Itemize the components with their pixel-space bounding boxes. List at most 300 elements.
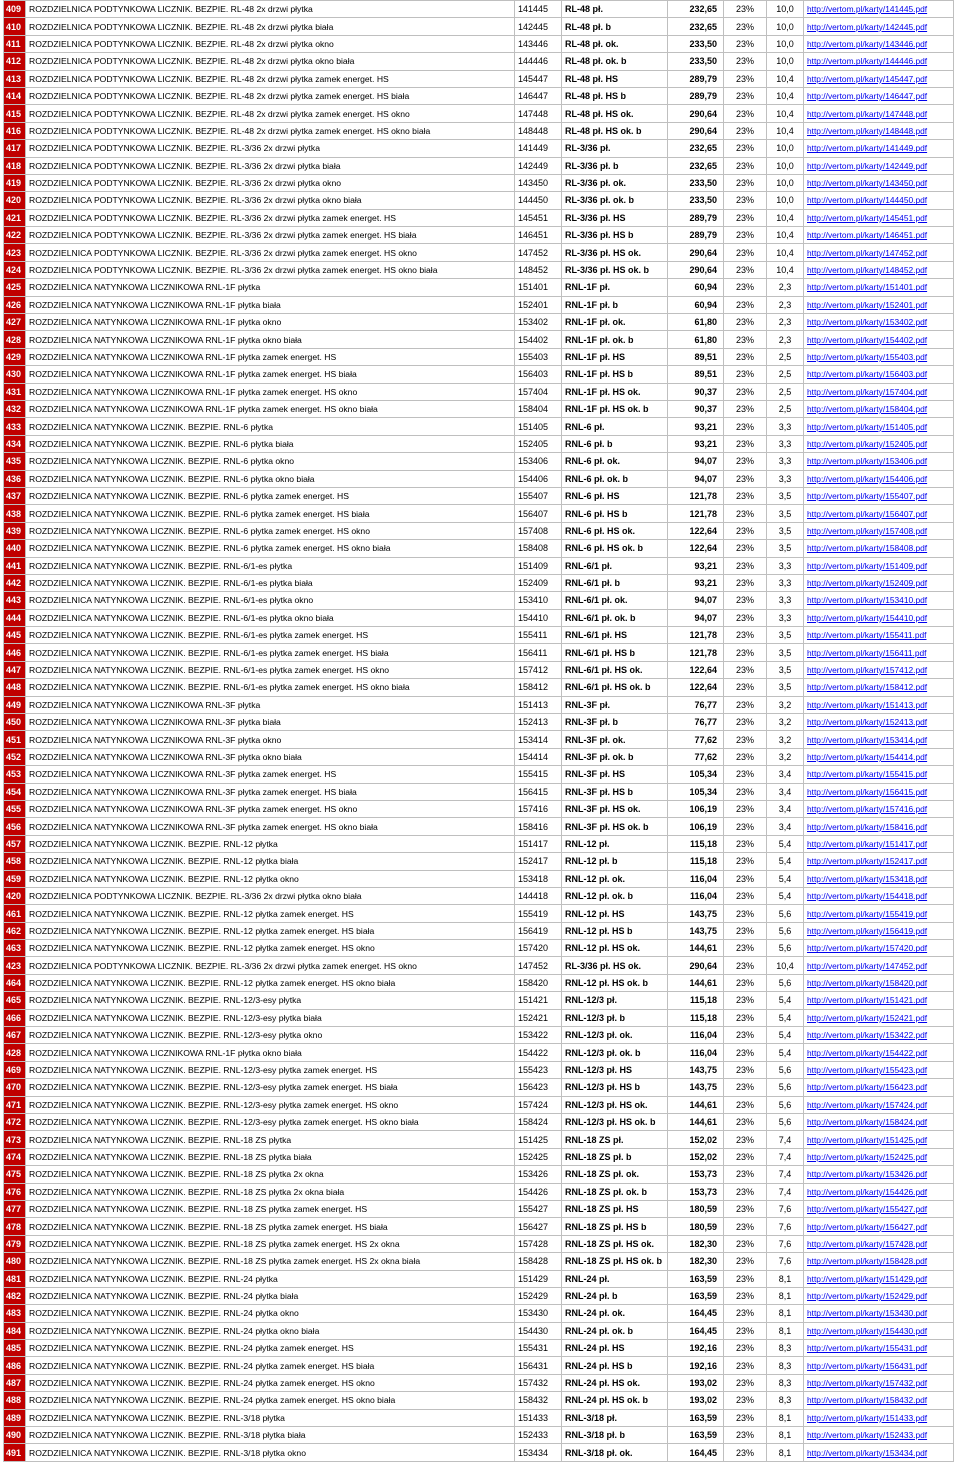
row-number: 412 xyxy=(4,53,26,70)
product-name: ROZDZIELNICA NATYNKOWA LICZNIK. BEZPIE. RNL-18 ZS płytka zamek energet. HS biała xyxy=(26,1218,515,1235)
product-name: ROZDZIELNICA NATYNKOWA LICZNIKOWA RNL-3F płytka okno xyxy=(26,731,515,748)
product-symbol: RNL-12/3 pł. ok. b xyxy=(562,1044,668,1061)
table-row xyxy=(4,1409,954,1426)
row-number: 462 xyxy=(4,922,26,939)
row-number: 441 xyxy=(4,557,26,574)
vat-rate: 23% xyxy=(724,1114,767,1131)
product-symbol: RL-3/36 pł. HS ok. b xyxy=(562,261,668,278)
table-row xyxy=(4,348,954,365)
table-row xyxy=(4,1183,954,1200)
datasheet-link[interactable]: http://vertom.pl/karty/157412.pdf xyxy=(804,661,954,678)
datasheet-link[interactable]: http://vertom.pl/karty/157424.pdf xyxy=(804,1096,954,1113)
weight: 3,2 xyxy=(767,731,804,748)
datasheet-link[interactable]: http://vertom.pl/karty/156407.pdf xyxy=(804,505,954,522)
table-row xyxy=(4,157,954,174)
product-symbol: RNL-1F pł. HS ok. b xyxy=(562,400,668,417)
product-code: 151413 xyxy=(515,696,562,713)
product-name: ROZDZIELNICA NATYNKOWA LICZNIK. BEZPIE. RNL-18 ZS płytka zamek energet. HS 2x okna xyxy=(26,1235,515,1252)
datasheet-link[interactable]: http://vertom.pl/karty/158408.pdf xyxy=(804,540,954,557)
product-name: ROZDZIELNICA NATYNKOWA LICZNIK. BEZPIE. RNL-24 płytka biała xyxy=(26,1287,515,1304)
table-row xyxy=(4,174,954,191)
vat-rate: 23% xyxy=(724,244,767,261)
table-row xyxy=(4,661,954,678)
vat-rate: 23% xyxy=(724,661,767,678)
weight: 8,3 xyxy=(767,1357,804,1374)
product-name: ROZDZIELNICA PODTYNKOWA LICZNIK. BEZPIE. RL-3/36 2x drzwi płytka zamek energet. HS okno xyxy=(26,957,515,974)
datasheet-link[interactable]: http://vertom.pl/karty/146447.pdf xyxy=(804,87,954,104)
product-name: ROZDZIELNICA PODTYNKOWA LICZNIK. BEZPIE. RL-3/36 2x drzwi płytka biała xyxy=(26,157,515,174)
net-price: 192,16 xyxy=(668,1340,724,1357)
net-price: 116,04 xyxy=(668,1044,724,1061)
weight: 3,2 xyxy=(767,714,804,731)
product-name: ROZDZIELNICA PODTYNKOWA LICZNIK. BEZPIE. RL-3/36 2x drzwi płytka zamek energet. HS xyxy=(26,209,515,226)
product-symbol: RNL-3F pł. HS xyxy=(562,766,668,783)
product-symbol: RNL-6/1 pł. HS ok. b xyxy=(562,679,668,696)
table-row xyxy=(4,1027,954,1044)
net-price: 192,16 xyxy=(668,1357,724,1374)
datasheet-link[interactable]: http://vertom.pl/karty/151401.pdf xyxy=(804,279,954,296)
row-number: 429 xyxy=(4,348,26,365)
vat-rate: 23% xyxy=(724,714,767,731)
net-price: 77,62 xyxy=(668,748,724,765)
datasheet-link[interactable]: http://vertom.pl/karty/154426.pdf xyxy=(804,1183,954,1200)
row-number: 469 xyxy=(4,1061,26,1078)
datasheet-link[interactable]: http://vertom.pl/karty/154406.pdf xyxy=(804,470,954,487)
datasheet-link[interactable]: http://vertom.pl/karty/153414.pdf xyxy=(804,731,954,748)
row-number: 456 xyxy=(4,818,26,835)
product-symbol: RNL-24 pł. HS ok. b xyxy=(562,1392,668,1409)
weight: 3,5 xyxy=(767,627,804,644)
datasheet-link[interactable]: http://vertom.pl/karty/156411.pdf xyxy=(804,644,954,661)
net-price: 143,75 xyxy=(668,922,724,939)
row-number: 477 xyxy=(4,1200,26,1217)
row-number: 459 xyxy=(4,870,26,887)
datasheet-link[interactable]: http://vertom.pl/karty/158404.pdf xyxy=(804,400,954,417)
net-price: 94,07 xyxy=(668,592,724,609)
weight: 10,4 xyxy=(767,227,804,244)
net-price: 233,50 xyxy=(668,35,724,52)
datasheet-link[interactable]: http://vertom.pl/karty/155411.pdf xyxy=(804,627,954,644)
datasheet-link[interactable]: http://vertom.pl/karty/152413.pdf xyxy=(804,714,954,731)
datasheet-link[interactable]: http://vertom.pl/karty/158420.pdf xyxy=(804,974,954,991)
datasheet-link[interactable]: http://vertom.pl/karty/144450.pdf xyxy=(804,192,954,209)
datasheet-link[interactable]: http://vertom.pl/karty/155415.pdf xyxy=(804,766,954,783)
row-number: 483 xyxy=(4,1305,26,1322)
net-price: 121,78 xyxy=(668,627,724,644)
net-price: 115,18 xyxy=(668,835,724,852)
net-price: 180,59 xyxy=(668,1218,724,1235)
product-name: ROZDZIELNICA NATYNKOWA LICZNIK. BEZPIE. RNL-12/3-esy płytka biała xyxy=(26,1009,515,1026)
net-price: 163,59 xyxy=(668,1270,724,1287)
product-symbol: RNL-18 ZS pł. HS b xyxy=(562,1218,668,1235)
weight: 8,1 xyxy=(767,1287,804,1304)
datasheet-link[interactable]: http://vertom.pl/karty/155407.pdf xyxy=(804,487,954,504)
table-row xyxy=(4,1131,954,1148)
table-row xyxy=(4,1322,954,1339)
product-name: ROZDZIELNICA NATYNKOWA LICZNIK. BEZPIE. RNL-24 płytka zamek energet. HS okno xyxy=(26,1374,515,1391)
vat-rate: 23% xyxy=(724,1148,767,1165)
datasheet-link[interactable]: http://vertom.pl/karty/151417.pdf xyxy=(804,835,954,852)
datasheet-link[interactable]: http://vertom.pl/karty/148448.pdf xyxy=(804,122,954,139)
product-name: ROZDZIELNICA NATYNKOWA LICZNIK. BEZPIE. RNL-18 ZS płytka zamek energet. HS 2x okna biała xyxy=(26,1253,515,1270)
product-code: 155419 xyxy=(515,905,562,922)
vat-rate: 23% xyxy=(724,1305,767,1322)
datasheet-link[interactable]: http://vertom.pl/karty/144446.pdf xyxy=(804,53,954,70)
table-row xyxy=(4,731,954,748)
datasheet-link[interactable]: http://vertom.pl/karty/141445.pdf xyxy=(804,1,954,18)
datasheet-link[interactable]: http://vertom.pl/karty/157404.pdf xyxy=(804,383,954,400)
datasheet-link[interactable]: http://vertom.pl/karty/156415.pdf xyxy=(804,783,954,800)
datasheet-link[interactable]: http://vertom.pl/karty/154418.pdf xyxy=(804,887,954,904)
product-name: ROZDZIELNICA NATYNKOWA LICZNIK. BEZPIE. RNL-6 płytka zamek energet. HS xyxy=(26,487,515,504)
net-price: 290,64 xyxy=(668,105,724,122)
vat-rate: 23% xyxy=(724,887,767,904)
datasheet-link[interactable]: http://vertom.pl/karty/152401.pdf xyxy=(804,296,954,313)
datasheet-link[interactable]: http://vertom.pl/karty/156403.pdf xyxy=(804,366,954,383)
product-name: ROZDZIELNICA NATYNKOWA LICZNIKOWA RNL-3F płytka okno biała xyxy=(26,748,515,765)
vat-rate: 23% xyxy=(724,800,767,817)
product-name: ROZDZIELNICA NATYNKOWA LICZNIK. BEZPIE. RNL-12 płytka biała xyxy=(26,853,515,870)
datasheet-link[interactable]: http://vertom.pl/karty/155427.pdf xyxy=(804,1200,954,1217)
net-price: 116,04 xyxy=(668,887,724,904)
net-price: 106,19 xyxy=(668,800,724,817)
table-row xyxy=(4,540,954,557)
datasheet-link[interactable]: http://vertom.pl/karty/151409.pdf xyxy=(804,557,954,574)
vat-rate: 23% xyxy=(724,748,767,765)
net-price: 290,64 xyxy=(668,244,724,261)
weight: 3,3 xyxy=(767,418,804,435)
row-number: 424 xyxy=(4,261,26,278)
row-number: 436 xyxy=(4,470,26,487)
datasheet-link[interactable]: http://vertom.pl/karty/157432.pdf xyxy=(804,1374,954,1391)
datasheet-link[interactable]: http://vertom.pl/karty/147452.pdf xyxy=(804,244,954,261)
datasheet-link[interactable]: http://vertom.pl/karty/158428.pdf xyxy=(804,1253,954,1270)
weight: 2,5 xyxy=(767,400,804,417)
net-price: 289,79 xyxy=(668,70,724,87)
datasheet-link[interactable]: http://vertom.pl/karty/151421.pdf xyxy=(804,992,954,1009)
row-number: 463 xyxy=(4,940,26,957)
net-price: 143,75 xyxy=(668,905,724,922)
datasheet-link[interactable]: http://vertom.pl/karty/157408.pdf xyxy=(804,522,954,539)
net-price: 94,07 xyxy=(668,609,724,626)
datasheet-link[interactable]: http://vertom.pl/karty/151425.pdf xyxy=(804,1131,954,1148)
row-number: 445 xyxy=(4,627,26,644)
product-name: ROZDZIELNICA NATYNKOWA LICZNIK. BEZPIE. RNL-6 płytka biała xyxy=(26,435,515,452)
net-price: 90,37 xyxy=(668,400,724,417)
vat-rate: 23% xyxy=(724,35,767,52)
row-number: 482 xyxy=(4,1287,26,1304)
datasheet-link[interactable]: http://vertom.pl/karty/152433.pdf xyxy=(804,1427,954,1444)
weight: 5,4 xyxy=(767,1027,804,1044)
product-name: ROZDZIELNICA PODTYNKOWA LICZNIK. BEZPIE. RL-3/36 2x drzwi płytka okno biała xyxy=(26,887,515,904)
vat-rate: 23% xyxy=(724,1287,767,1304)
weight: 3,4 xyxy=(767,783,804,800)
product-code: 158424 xyxy=(515,1114,562,1131)
datasheet-link[interactable]: http://vertom.pl/karty/146451.pdf xyxy=(804,227,954,244)
product-code: 147448 xyxy=(515,105,562,122)
vat-rate: 23% xyxy=(724,296,767,313)
datasheet-link[interactable]: http://vertom.pl/karty/152417.pdf xyxy=(804,853,954,870)
net-price: 115,18 xyxy=(668,992,724,1009)
table-row xyxy=(4,644,954,661)
datasheet-link[interactable]: http://vertom.pl/karty/158432.pdf xyxy=(804,1392,954,1409)
table-row xyxy=(4,122,954,139)
datasheet-link[interactable]: http://vertom.pl/karty/153434.pdf xyxy=(804,1444,954,1461)
datasheet-link[interactable]: http://vertom.pl/karty/155419.pdf xyxy=(804,905,954,922)
datasheet-link[interactable]: http://vertom.pl/karty/152409.pdf xyxy=(804,574,954,591)
vat-rate: 23% xyxy=(724,470,767,487)
weight: 2,3 xyxy=(767,314,804,331)
net-price: 144,61 xyxy=(668,1096,724,1113)
product-name: ROZDZIELNICA NATYNKOWA LICZNIK. BEZPIE. RNL-3/18 płytka okno xyxy=(26,1444,515,1461)
product-name: ROZDZIELNICA NATYNKOWA LICZNIK. BEZPIE. RNL-6 płytka zamek energet. HS biała xyxy=(26,505,515,522)
product-name: ROZDZIELNICA NATYNKOWA LICZNIK. BEZPIE. RNL-6/1-es płytka zamek energet. HS biała xyxy=(26,644,515,661)
product-code: 157408 xyxy=(515,522,562,539)
vat-rate: 23% xyxy=(724,279,767,296)
row-number: 434 xyxy=(4,435,26,452)
net-price: 290,64 xyxy=(668,261,724,278)
net-price: 144,61 xyxy=(668,940,724,957)
product-name: ROZDZIELNICA NATYNKOWA LICZNIK. BEZPIE. RNL-12 płytka xyxy=(26,835,515,852)
net-price: 143,75 xyxy=(668,1079,724,1096)
net-price: 116,04 xyxy=(668,870,724,887)
row-number: 416 xyxy=(4,122,26,139)
product-symbol: RNL-12/3 pł. xyxy=(562,992,668,1009)
weight: 3,5 xyxy=(767,522,804,539)
datasheet-link[interactable]: http://vertom.pl/karty/142449.pdf xyxy=(804,157,954,174)
table-row xyxy=(4,557,954,574)
datasheet-link[interactable]: http://vertom.pl/karty/147448.pdf xyxy=(804,105,954,122)
datasheet-link[interactable]: http://vertom.pl/karty/151433.pdf xyxy=(804,1409,954,1426)
datasheet-link[interactable]: http://vertom.pl/karty/151405.pdf xyxy=(804,418,954,435)
product-symbol: RNL-3/18 pł. b xyxy=(562,1427,668,1444)
table-row xyxy=(4,1148,954,1165)
datasheet-link[interactable]: http://vertom.pl/karty/153406.pdf xyxy=(804,453,954,470)
table-row xyxy=(4,87,954,104)
table-row xyxy=(4,609,954,626)
product-symbol: RL-3/36 pł. ok. xyxy=(562,174,668,191)
net-price: 153,73 xyxy=(668,1166,724,1183)
row-number: 418 xyxy=(4,157,26,174)
net-price: 116,04 xyxy=(668,1027,724,1044)
net-price: 232,65 xyxy=(668,140,724,157)
vat-rate: 23% xyxy=(724,1235,767,1252)
product-name: ROZDZIELNICA PODTYNKOWA LICZNIK. BEZPIE. RL-48 2x drzwi płytka okno xyxy=(26,35,515,52)
row-number: 428 xyxy=(4,1044,26,1061)
weight: 10,0 xyxy=(767,174,804,191)
datasheet-link[interactable]: http://vertom.pl/karty/158424.pdf xyxy=(804,1114,954,1131)
datasheet-link[interactable]: http://vertom.pl/karty/151429.pdf xyxy=(804,1270,954,1287)
net-price: 152,02 xyxy=(668,1131,724,1148)
row-number: 453 xyxy=(4,766,26,783)
datasheet-link[interactable]: http://vertom.pl/karty/156431.pdf xyxy=(804,1357,954,1374)
datasheet-link[interactable]: http://vertom.pl/karty/153430.pdf xyxy=(804,1305,954,1322)
product-symbol: RNL-6 pł. HS b xyxy=(562,505,668,522)
net-price: 89,51 xyxy=(668,366,724,383)
vat-rate: 23% xyxy=(724,418,767,435)
product-symbol: RNL-24 pł. ok. b xyxy=(562,1322,668,1339)
weight: 7,4 xyxy=(767,1131,804,1148)
product-code: 152417 xyxy=(515,853,562,870)
datasheet-link[interactable]: http://vertom.pl/karty/153418.pdf xyxy=(804,870,954,887)
datasheet-link[interactable]: http://vertom.pl/karty/143446.pdf xyxy=(804,35,954,52)
row-number: 423 xyxy=(4,957,26,974)
weight: 3,3 xyxy=(767,592,804,609)
product-symbol: RNL-1F pł. ok. xyxy=(562,314,668,331)
datasheet-link[interactable]: http://vertom.pl/karty/147452.pdf xyxy=(804,957,954,974)
product-symbol: RNL-12/3 pł. HS xyxy=(562,1061,668,1078)
vat-rate: 23% xyxy=(724,1444,767,1461)
datasheet-link[interactable]: http://vertom.pl/karty/143450.pdf xyxy=(804,174,954,191)
product-symbol: RNL-1F pł. ok. b xyxy=(562,331,668,348)
product-symbol: RNL-3F pł. HS ok. xyxy=(562,800,668,817)
datasheet-link[interactable]: http://vertom.pl/karty/156427.pdf xyxy=(804,1218,954,1235)
row-number: 443 xyxy=(4,592,26,609)
row-number: 448 xyxy=(4,679,26,696)
datasheet-link[interactable]: http://vertom.pl/karty/145447.pdf xyxy=(804,70,954,87)
weight: 3,5 xyxy=(767,487,804,504)
product-symbol: RNL-18 ZS pł. ok. xyxy=(562,1166,668,1183)
row-number: 446 xyxy=(4,644,26,661)
product-code: 147452 xyxy=(515,244,562,261)
row-number: 447 xyxy=(4,661,26,678)
datasheet-link[interactable]: http://vertom.pl/karty/145451.pdf xyxy=(804,209,954,226)
product-symbol: RNL-24 pł. HS b xyxy=(562,1357,668,1374)
datasheet-link[interactable]: http://vertom.pl/karty/155403.pdf xyxy=(804,348,954,365)
datasheet-link[interactable]: http://vertom.pl/karty/151413.pdf xyxy=(804,696,954,713)
product-name: ROZDZIELNICA PODTYNKOWA LICZNIK. BEZPIE. RL-48 2x drzwi płytka zamek energet. HS xyxy=(26,70,515,87)
datasheet-link[interactable]: http://vertom.pl/karty/157428.pdf xyxy=(804,1235,954,1252)
weight: 3,5 xyxy=(767,505,804,522)
net-price: 182,30 xyxy=(668,1253,724,1270)
product-name: ROZDZIELNICA NATYNKOWA LICZNIK. BEZPIE. RNL-6/1-es płytka okno biała xyxy=(26,609,515,626)
row-number: 433 xyxy=(4,418,26,435)
table-row xyxy=(4,940,954,957)
net-price: 193,02 xyxy=(668,1374,724,1391)
weight: 8,1 xyxy=(767,1322,804,1339)
product-symbol: RNL-1F pł. b xyxy=(562,296,668,313)
weight: 7,6 xyxy=(767,1218,804,1235)
product-symbol: RNL-18 ZS pł. b xyxy=(562,1148,668,1165)
datasheet-link[interactable]: http://vertom.pl/karty/153410.pdf xyxy=(804,592,954,609)
datasheet-link[interactable]: http://vertom.pl/karty/153422.pdf xyxy=(804,1027,954,1044)
vat-rate: 23% xyxy=(724,853,767,870)
product-code: 151417 xyxy=(515,835,562,852)
vat-rate: 23% xyxy=(724,261,767,278)
table-row xyxy=(4,1061,954,1078)
datasheet-link[interactable]: http://vertom.pl/karty/153426.pdf xyxy=(804,1166,954,1183)
datasheet-link[interactable]: http://vertom.pl/karty/154414.pdf xyxy=(804,748,954,765)
table-row xyxy=(4,209,954,226)
table-row xyxy=(4,418,954,435)
datasheet-link[interactable]: http://vertom.pl/karty/148452.pdf xyxy=(804,261,954,278)
row-number: 438 xyxy=(4,505,26,522)
product-code: 156415 xyxy=(515,783,562,800)
row-number: 421 xyxy=(4,209,26,226)
datasheet-link[interactable]: http://vertom.pl/karty/155423.pdf xyxy=(804,1061,954,1078)
datasheet-link[interactable]: http://vertom.pl/karty/154422.pdf xyxy=(804,1044,954,1061)
table-row xyxy=(4,261,954,278)
weight: 5,6 xyxy=(767,1096,804,1113)
product-symbol: RL-3/36 pł. HS ok. xyxy=(562,957,668,974)
datasheet-link[interactable]: http://vertom.pl/karty/158412.pdf xyxy=(804,679,954,696)
vat-rate: 23% xyxy=(724,453,767,470)
datasheet-link[interactable]: http://vertom.pl/karty/141449.pdf xyxy=(804,140,954,157)
vat-rate: 23% xyxy=(724,1061,767,1078)
net-price: 60,94 xyxy=(668,279,724,296)
datasheet-link[interactable]: http://vertom.pl/karty/154430.pdf xyxy=(804,1322,954,1339)
table-row xyxy=(4,1305,954,1322)
datasheet-link[interactable]: http://vertom.pl/karty/152429.pdf xyxy=(804,1287,954,1304)
weight: 10,0 xyxy=(767,35,804,52)
weight: 5,4 xyxy=(767,853,804,870)
product-code: 148448 xyxy=(515,122,562,139)
vat-rate: 23% xyxy=(724,331,767,348)
product-symbol: RL-48 pł. HS ok. b xyxy=(562,122,668,139)
weight: 5,6 xyxy=(767,1079,804,1096)
datasheet-link[interactable]: http://vertom.pl/karty/152425.pdf xyxy=(804,1148,954,1165)
weight: 7,4 xyxy=(767,1148,804,1165)
product-name: ROZDZIELNICA NATYNKOWA LICZNIKOWA RNL-1F płytka okno xyxy=(26,314,515,331)
datasheet-link[interactable]: http://vertom.pl/karty/157420.pdf xyxy=(804,940,954,957)
row-number: 480 xyxy=(4,1253,26,1270)
datasheet-link[interactable]: http://vertom.pl/karty/154402.pdf xyxy=(804,331,954,348)
price-list-table xyxy=(3,0,954,1462)
datasheet-link[interactable]: http://vertom.pl/karty/142445.pdf xyxy=(804,18,954,35)
net-price: 153,73 xyxy=(668,1183,724,1200)
table-row xyxy=(4,1427,954,1444)
weight: 10,0 xyxy=(767,140,804,157)
vat-rate: 23% xyxy=(724,835,767,852)
datasheet-link[interactable]: http://vertom.pl/karty/152405.pdf xyxy=(804,435,954,452)
row-number: 485 xyxy=(4,1340,26,1357)
vat-rate: 23% xyxy=(724,557,767,574)
weight: 5,4 xyxy=(767,1009,804,1026)
product-name: ROZDZIELNICA PODTYNKOWA LICZNIK. BEZPIE. RL-48 2x drzwi płytka okno biała xyxy=(26,53,515,70)
datasheet-link[interactable]: http://vertom.pl/karty/153402.pdf xyxy=(804,314,954,331)
row-number: 449 xyxy=(4,696,26,713)
product-symbol: RNL-3F pł. HS ok. b xyxy=(562,818,668,835)
row-number: 454 xyxy=(4,783,26,800)
datasheet-link[interactable]: http://vertom.pl/karty/152421.pdf xyxy=(804,1009,954,1026)
table-row xyxy=(4,453,954,470)
vat-rate: 23% xyxy=(724,505,767,522)
table-row xyxy=(4,1340,954,1357)
row-number: 464 xyxy=(4,974,26,991)
vat-rate: 23% xyxy=(724,1357,767,1374)
vat-rate: 23% xyxy=(724,540,767,557)
datasheet-link[interactable]: http://vertom.pl/karty/158416.pdf xyxy=(804,818,954,835)
net-price: 105,34 xyxy=(668,783,724,800)
row-number: 452 xyxy=(4,748,26,765)
datasheet-link[interactable]: http://vertom.pl/karty/157416.pdf xyxy=(804,800,954,817)
datasheet-link[interactable]: http://vertom.pl/karty/156423.pdf xyxy=(804,1079,954,1096)
vat-rate: 23% xyxy=(724,1,767,18)
datasheet-link[interactable]: http://vertom.pl/karty/156419.pdf xyxy=(804,922,954,939)
net-price: 121,78 xyxy=(668,644,724,661)
row-number: 450 xyxy=(4,714,26,731)
net-price: 122,64 xyxy=(668,679,724,696)
product-code: 158412 xyxy=(515,679,562,696)
table-row xyxy=(4,244,954,261)
product-code: 157404 xyxy=(515,383,562,400)
datasheet-link[interactable]: http://vertom.pl/karty/155431.pdf xyxy=(804,1340,954,1357)
product-code: 151401 xyxy=(515,279,562,296)
product-name: ROZDZIELNICA NATYNKOWA LICZNIK. BEZPIE. RNL-12/3-esy płytka zamek energet. HS xyxy=(26,1061,515,1078)
datasheet-link[interactable]: http://vertom.pl/karty/154410.pdf xyxy=(804,609,954,626)
table-row xyxy=(4,1,954,18)
weight: 2,5 xyxy=(767,383,804,400)
